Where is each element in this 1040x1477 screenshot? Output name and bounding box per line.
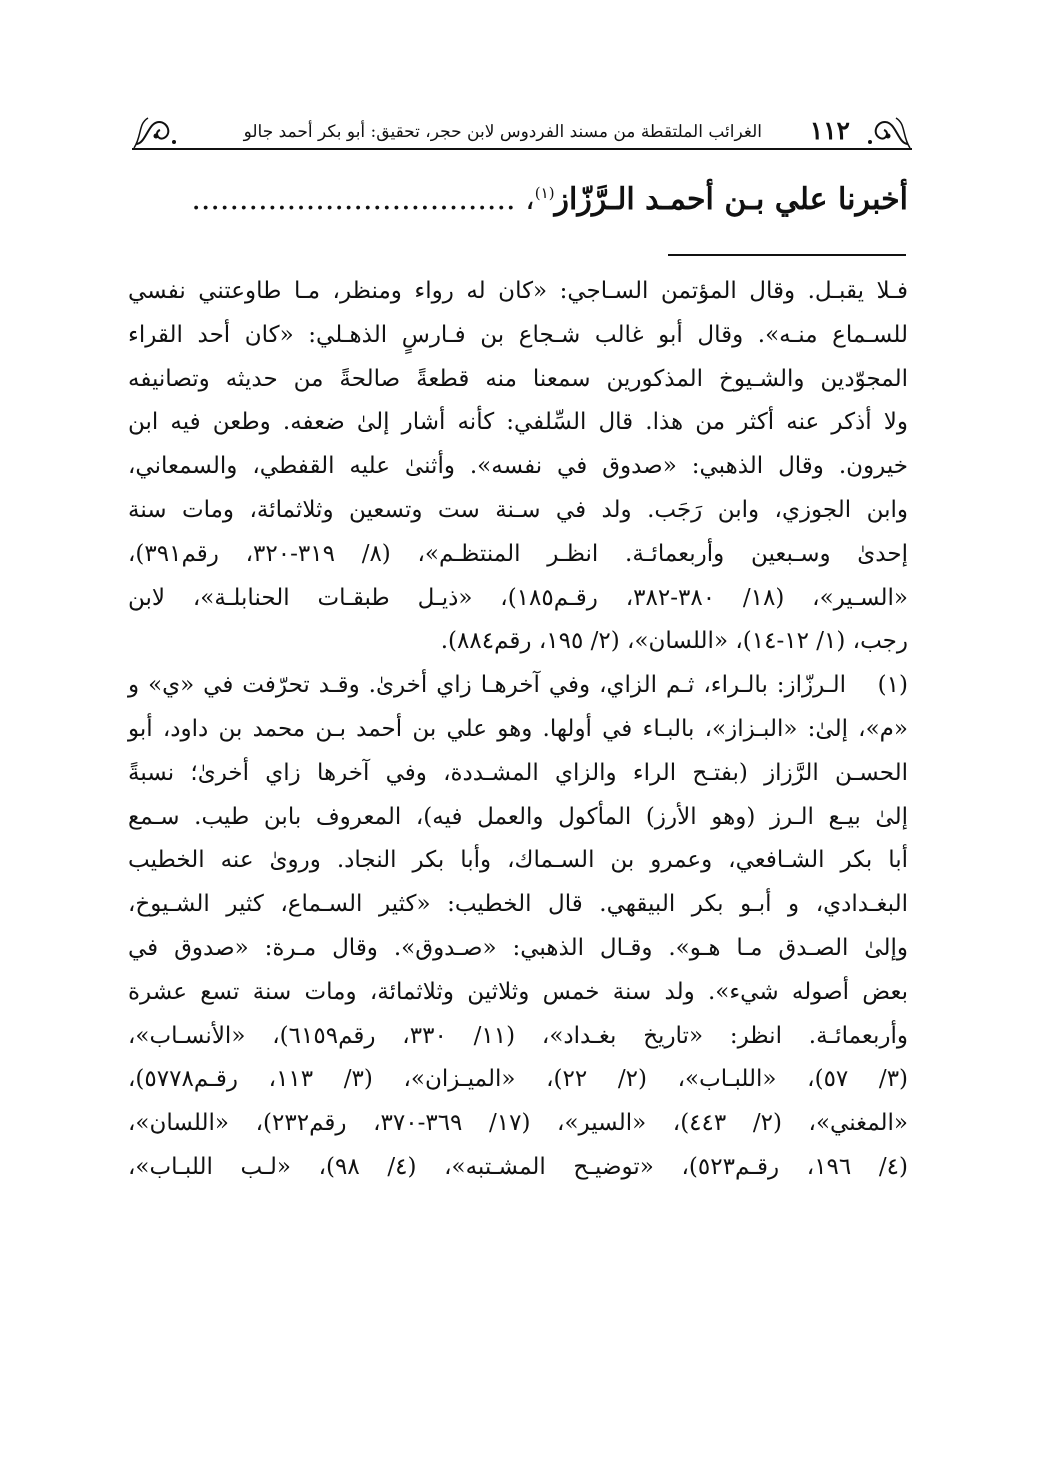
- footnote-line: خيرون. وقال الذهبي: «صدوق في نفسه». وأثنىٰ عليه القفطي، والسمعاني،: [128, 453, 908, 480]
- footnote-reference: (١): [534, 184, 555, 202]
- footnote-line: الـرزّاز: بالـراء، ثـم الزاي، وفي آخرهـا زاي أخرىٰ. وقـد تحرّفت في «ي» و: [128, 672, 846, 699]
- footnote-line: وابن الجوزي، وابن رَجَب. ولد في سـنة ست وتسعين وثلاثمائة، ومات سنة: [128, 496, 908, 523]
- footnote-1: [128, 664, 908, 1190]
- footnote-line: وإلىٰ الصـدق مـا هـو». وقـال الذهبي: «صـدوق». وقال مـرة: «صدوق في: [128, 934, 908, 961]
- footnote-separator: [668, 254, 906, 256]
- footnote-line: «م»، إلىٰ: «البـزاز»، بالبـاء في أولها. وهو علي بن أحمد بـن محمد بن داود، أبو: [128, 715, 908, 742]
- footnote-line: وأربعمائـة. انظر: «تاريخ بغـداد»، (١١/ ٣٣٠، رقم٦١٥٩)، «الأنسـاب»،: [128, 1022, 908, 1049]
- footnote-line: إحدىٰ وسـبعين وأربعمائـة. انظـر المنتظـم»، (٨/ ٣١٩-٣٢٠، رقم٣٩١)،: [128, 540, 908, 567]
- header-rule: [132, 148, 912, 150]
- main-text-prefix: أخبرنا علي بـن أحمـد الـرَّزّاز: [554, 182, 908, 217]
- footnote-line: ولا أذكر عنه أكثر من هذا. قال السِّلفي: كأنه أشار إلىٰ ضعفه. وطعن فيه ابن: [128, 409, 908, 436]
- footnote-line: أبا بكر الشـافعي، وعمرو بن السـماك، وأبا بكر النجاد. وروىٰ عنه الخطيب: [128, 847, 908, 874]
- footnote-line: «السـير»، (١٨/ ٣٨٠-٣٨٢، رقـم١٨٥)، «ذيـل طبقـات الحنابلـة»، لابن: [128, 584, 908, 611]
- running-header: [132, 110, 912, 154]
- ornament-icon: [858, 114, 912, 150]
- footnote-line: بعض أصوله شيء». ولد سنة خمس وثلاثين وثلاثمائة، ومات سنة تسع عشرة: [128, 978, 908, 1005]
- page-number: ١١٢: [809, 116, 850, 145]
- footnote-line: المجوّدين والشـيوخ المذكورين سمعنا منه قطعةً صالحةً من حديثه وتصانيفه: [128, 365, 908, 392]
- footnote-line: (٤/ ١٩٦، رقـم٥٢٣)، «توضيـح المشـتبه»، (٤/ ٩٨)، «لـب اللبـاب»،: [128, 1153, 909, 1180]
- footnotes: [128, 270, 908, 1190]
- footnote-line: فـلا يقبـل. وقال المؤتمن السـاجي: «كان له رواء ومنظر، مـا طاوعتني نفسي: [128, 278, 908, 304]
- running-title: الغرائب الملتقطة من مسند الفردوس لابن حجر، تحقيق: أبو بكر أحمد جالو: [243, 122, 762, 142]
- ornament-icon: [132, 114, 186, 150]
- footnote-marker: (١): [877, 672, 908, 699]
- footnote-line: الحسـن الرَّزاز (بفتـح الراء والزاي المشـددة، وفي آخرها زاي أخرىٰ؛ نسبةً: [128, 759, 908, 786]
- footnote-line: البغـدادي، و أبـو بكر البيقهي. قال الخطيب: «كثير السـماع، كثير الشـيوخ،: [128, 891, 908, 918]
- footnote-line: إلىٰ بيـع الـرز (وهو الأرز) المأكول والعمل فيه)، المعروف بابن طيب. سـمع: [128, 803, 908, 830]
- footnote-line: رجب، (١/ ١٢-١٤)، «اللسان»، (٢/ ١٩٥، رقم٨٨٤).: [440, 628, 908, 655]
- main-text-line: [128, 168, 908, 225]
- main-text-suffix: ، ..................................: [191, 182, 535, 217]
- footnote-line: (٣/ ٥٧)، «اللبـاب»، (٢/ ٢٢)، «الميـزان»، (٣/ ١١٣، رقـم٥٧٧٨)،: [128, 1066, 909, 1093]
- footnote-line: «المغني»، (٢/ ٤٤٣)، «السير»، (١٧/ ٣٦٩-٣٧٠، رقم٢٣٢)، «اللسان»،: [128, 1110, 908, 1137]
- footnote-continued: [128, 270, 908, 664]
- footnote-line: للسـماع منـه». وقال أبو غالب شـجاع بن فـارسٍ الذهـلي: «كان أحد القراء: [128, 321, 908, 348]
